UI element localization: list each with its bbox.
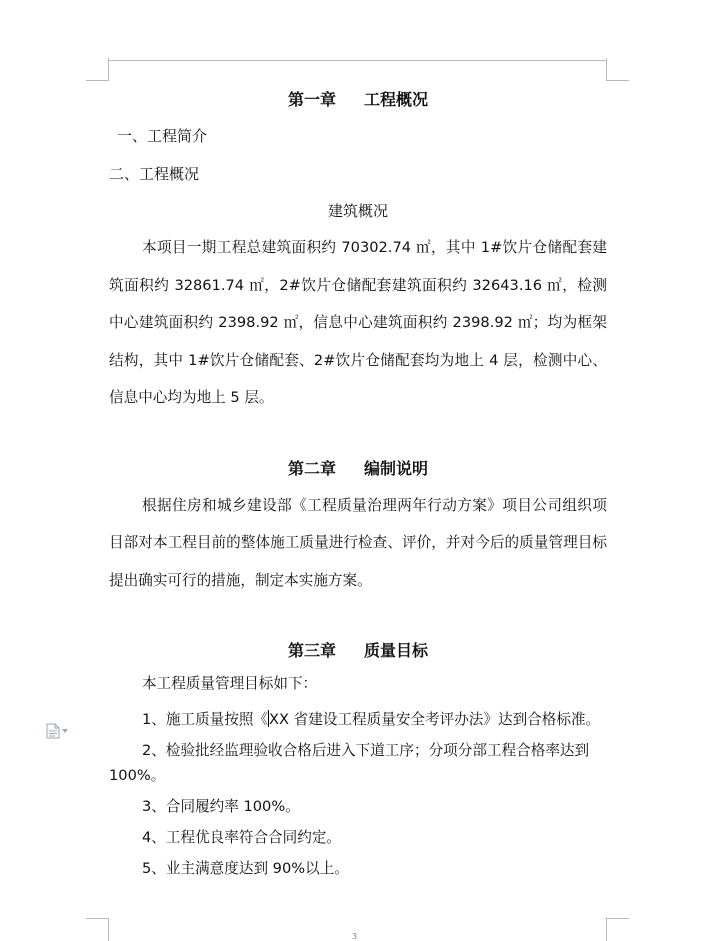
building-overview-subtitle: 建筑概况 bbox=[327, 202, 388, 220]
section-overview: 二、工程概况 bbox=[109, 165, 200, 183]
crop-mark-top-left bbox=[86, 58, 109, 81]
chapter2-title: 编制说明 bbox=[364, 458, 429, 478]
quality-goal-5: 5、业主满意度达到 90%以上。 bbox=[142, 860, 349, 877]
chapter1-number: 第一章 bbox=[287, 90, 336, 109]
chapter3-title: 质量目标 bbox=[364, 641, 429, 660]
chapter1-title: 工程概况 bbox=[364, 90, 429, 109]
compilation-paragraph: 根据住房和城乡建设部《工程质量治理两年行动方案》项目公司组织项目部对本工程目前的整体施工质量进行检查、评价，并对今后的质量管理目标提出确实可行的措施，制定本实施方案。 bbox=[109, 496, 607, 589]
chapter2-heading bbox=[109, 455, 607, 483]
chapter2-number: 第二章 bbox=[287, 458, 336, 478]
quality-goal-3: 3、合同履约率 100%。 bbox=[142, 798, 300, 815]
quality-goals-lead: 本工程质量管理目标如下： bbox=[142, 675, 318, 692]
paragraph-layout-icon[interactable] bbox=[46, 722, 72, 740]
document-body bbox=[109, 86, 607, 881]
crop-mark-bottom-right bbox=[606, 918, 629, 941]
building-overview-paragraph: 本项目一期工程总建筑面积约 70302.74 ㎡，其中 1#饮片仓储配套建筑面积约 32861.74 ㎡，2#饮片仓储配套建筑面积约 32643.16 ㎡，检测中心建筑面积约 2398.92 ㎡，信息中心建筑面积约 2398.92 ㎡；均为框架结构，其中 1#饮片仓储配套、2#饮片仓储配套均为地上 4 层，检测中心、信息中心均为地上 5 层。 bbox=[109, 239, 607, 406]
quality-goal-4: 4、工程优良率符合合同约定。 bbox=[142, 829, 342, 846]
quality-goal-2: 2、检验批经监理验收合格后进入下道工序；分项分部工程合格率达到 100%。 bbox=[109, 742, 590, 784]
document-icon bbox=[46, 723, 60, 739]
page-number: 3 bbox=[352, 932, 358, 941]
chapter3-heading bbox=[109, 637, 607, 665]
chevron-down-icon bbox=[62, 729, 68, 733]
quality-goal-1-start: 1、施工质量按照《 bbox=[142, 711, 269, 728]
crop-mark-bottom-left bbox=[86, 918, 109, 941]
section-intro: 一、工程简介 bbox=[117, 127, 208, 145]
header-boundary-line bbox=[108, 60, 606, 61]
quality-goal-1[interactable] bbox=[109, 707, 607, 732]
chapter1-heading bbox=[109, 86, 607, 114]
crop-mark-top-right bbox=[606, 58, 629, 81]
chapter3-number: 第三章 bbox=[287, 641, 336, 660]
quality-goal-1-end: XX 省建设工程质量安全考评办法》达到合格标准。 bbox=[269, 711, 601, 728]
